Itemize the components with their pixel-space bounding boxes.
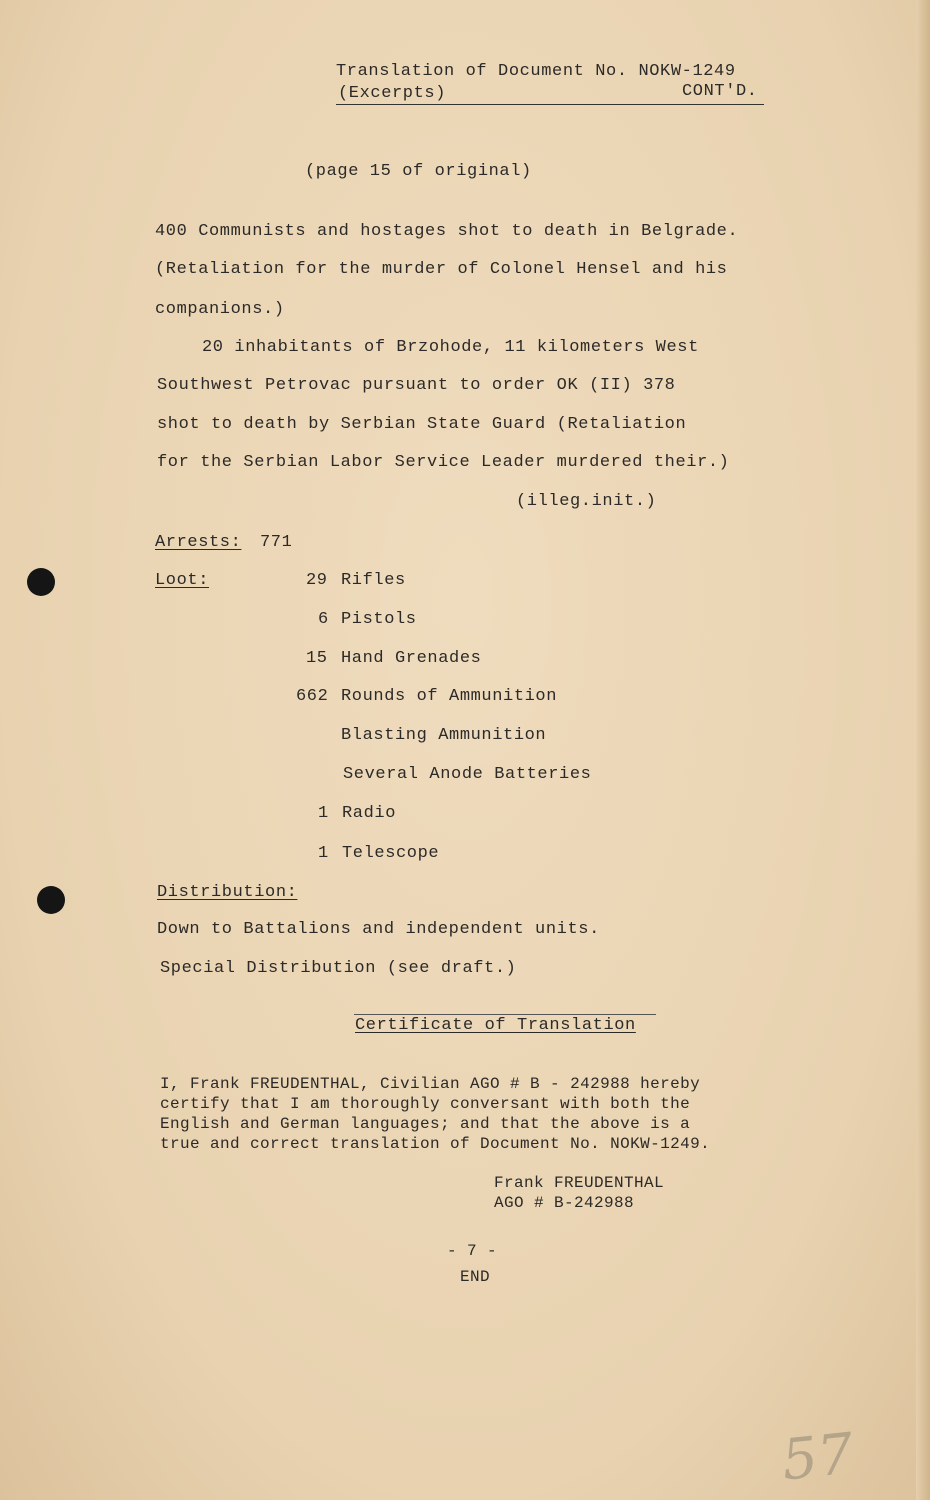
body-line: 20 inhabitants of Brzohode, 11 kilometers West (202, 338, 699, 357)
signature-ago: AGO # B-242988 (494, 1194, 635, 1212)
certificate-line: certify that I am thoroughly conversant with both the (160, 1095, 691, 1113)
loot-qty: 15 (306, 649, 328, 668)
arrests-value: 771 (260, 533, 293, 552)
header-title: Translation of Document No. NOKW-1249 (336, 62, 736, 81)
body-line: 400 Communists and hostages shot to death in Belgrade. (155, 222, 739, 241)
header-underline (336, 104, 764, 105)
loot-label: Loot: (155, 571, 210, 590)
punch-hole (27, 568, 55, 596)
loot-qty: 1 (318, 844, 329, 863)
punch-hole (37, 886, 65, 914)
illegible-initials: (illeg.init.) (516, 492, 657, 511)
certificate-line: English and German languages; and that the above is a (160, 1115, 691, 1133)
distribution-line: Down to Battalions and independent units. (157, 920, 600, 939)
certificate-title: Certificate of Translation (355, 1016, 636, 1035)
page-edge (916, 0, 930, 1500)
page-reference: (page 15 of original) (305, 162, 532, 181)
loot-item: Several Anode Batteries (343, 765, 592, 784)
body-line: shot to death by Serbian State Guard (Retaliation (157, 415, 687, 434)
signature-name: Frank FREUDENTHAL (494, 1174, 665, 1192)
loot-item: Pistols (341, 610, 417, 629)
body-line: companions.) (155, 300, 285, 319)
page-number: - 7 - (447, 1242, 498, 1260)
certificate-line: true and correct translation of Document No. NOKW-1249. (160, 1135, 711, 1153)
loot-item: Rounds of Ammunition (341, 687, 558, 706)
loot-item: Blasting Ammunition (341, 726, 547, 745)
loot-qty: 1 (318, 804, 329, 823)
body-line: (Retaliation for the murder of Colonel Hensel and his (155, 260, 728, 279)
arrests-label: Arrests: (155, 533, 242, 552)
body-line: Southwest Petrovac pursuant to order OK (II) 378 (157, 376, 676, 395)
certificate-line: I, Frank FREUDENTHAL, Civilian AGO # B - 242988 hereby (160, 1075, 701, 1093)
header-excerpts: (Excerpts) (338, 84, 447, 103)
loot-item: Telescope (342, 844, 440, 863)
handwritten-page-number: 57 (778, 1421, 857, 1494)
distribution-label: Distribution: (157, 883, 298, 902)
loot-qty: 6 (318, 610, 329, 629)
loot-item: Rifles (341, 571, 406, 590)
loot-qty: 29 (306, 571, 328, 590)
loot-qty: 662 (296, 687, 329, 706)
loot-item: Hand Grenades (341, 649, 482, 668)
end-marker: END (460, 1268, 491, 1286)
header-contd: CONT'D. (682, 82, 758, 101)
distribution-line: Special Distribution (see draft.) (160, 959, 517, 978)
certificate-rule (354, 1014, 656, 1015)
loot-item: Radio (342, 804, 397, 823)
body-line: for the Serbian Labor Service Leader murdered their.) (157, 453, 730, 472)
